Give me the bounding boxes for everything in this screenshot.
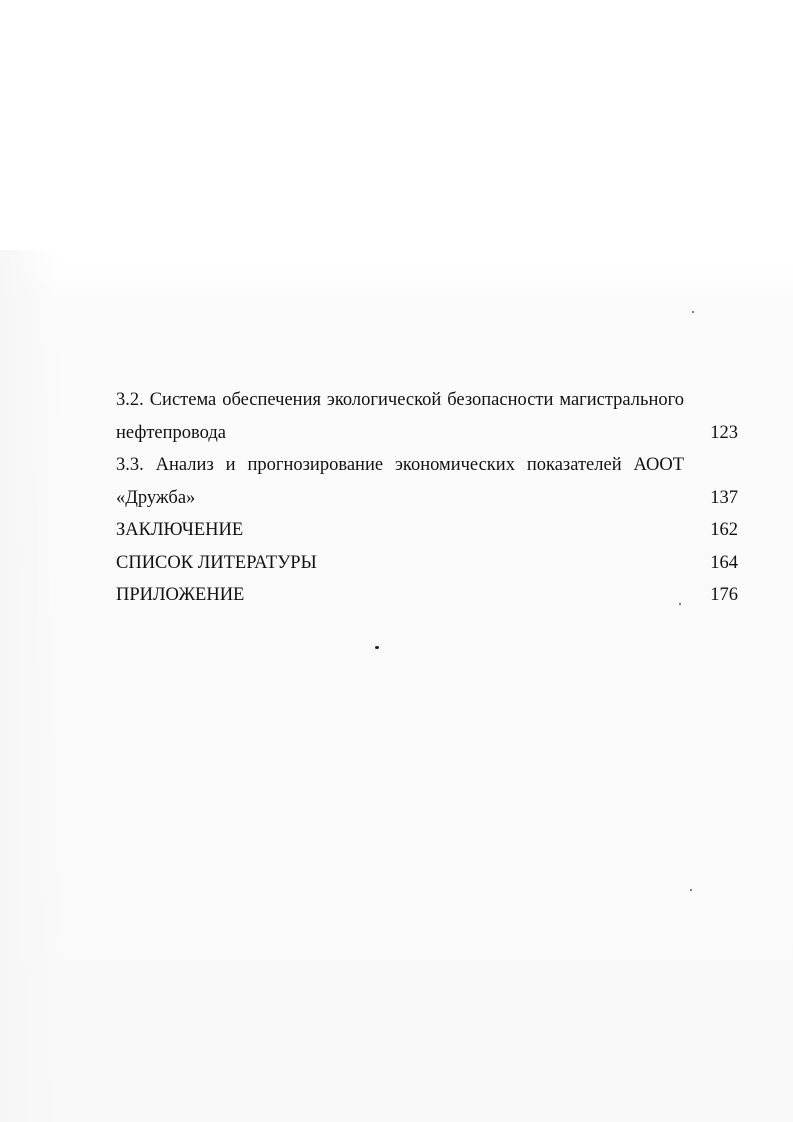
toc-entry-text: «Дружба» [116,487,196,508]
scan-speck [690,889,692,891]
toc-page-number: 137 [710,487,738,508]
toc-entry-3-3-line-2 [116,482,738,515]
scan-edge-shadow [0,250,60,1122]
toc-entry-text: СПИСОК ЛИТЕРАТУРЫ [116,552,317,573]
toc-entry-3-2-line-1 [116,384,738,417]
toc-entry-references [116,547,738,580]
scan-speck [692,311,694,313]
toc-entry-appendix [116,579,738,612]
toc-entry-text: ПРИЛОЖЕНИЕ [116,585,245,605]
toc-entry-text: 3.2. Система обеспечения экологической безопасности магистрального [116,390,684,410]
toc-page-number: 164 [710,552,738,573]
toc-entry-3-2-line-2 [116,417,738,450]
scan-speck [679,603,681,605]
scan-speck [375,646,379,649]
table-of-contents [116,384,738,612]
toc-page-number: 176 [710,585,738,605]
toc-entry-text: нефтепровода [116,422,226,443]
toc-entry-text: ЗАКЛЮЧЕНИЕ [116,520,244,540]
toc-entry-conclusion [116,514,738,547]
toc-entry-3-3-line-1 [116,449,738,482]
toc-page-number: 123 [710,422,738,443]
toc-entry-text: 3.3. Анализ и прогнозирование экономических показателей АООТ [116,455,684,475]
toc-page-number: 162 [710,520,738,540]
